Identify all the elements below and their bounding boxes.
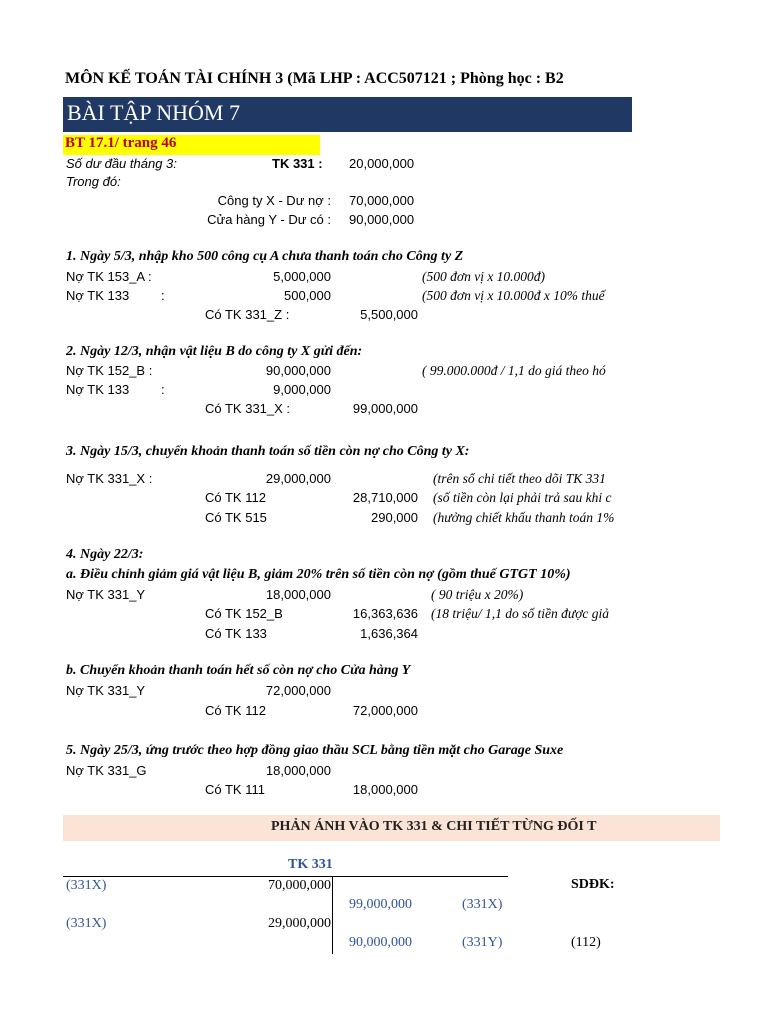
t4a-debit-1: Nợ TK 331_Y — [66, 587, 146, 602]
taccount-r3-ref: (331X) — [66, 916, 107, 931]
opening-account: TK 331 : — [272, 156, 323, 171]
group-banner — [63, 97, 632, 132]
t1-debit-2: Nợ TK 133 — [66, 288, 130, 303]
t1-debit-2-amount: 500,000 — [284, 288, 331, 303]
taccount-r1-ref: (331X) — [66, 878, 107, 893]
section-title: PHẢN ÁNH VÀO TK 331 & CHI TIẾT TỪNG ĐỐI T — [271, 819, 597, 834]
taccount-title: TK 331 — [288, 857, 333, 872]
t1-heading: 1. Ngày 5/3, nhập kho 500 công cụ A chưa thanh toán cho Công ty Z — [66, 249, 464, 264]
t4a-debit-1-note: ( 90 triệu x 20%) — [431, 587, 524, 602]
t1-debit-2-note: (500 đơn vị x 10.000đ x 10% thuế — [422, 288, 605, 303]
taccount-r3-amount: 29,000,000 — [268, 916, 331, 931]
t3-credit-2-amount: 290,000 — [371, 510, 418, 525]
t1-debit-2-colon: : — [161, 288, 165, 303]
t4a-credit-1: Có TK 152_B — [205, 606, 283, 621]
t4a-credit-1-amount: 16,363,636 — [352, 606, 418, 621]
t4b-credit-1-amount: 72,000,000 — [352, 703, 418, 718]
t4a-credit-2: Có TK 133 — [205, 626, 267, 641]
t2-debit-2-amount: 9,000,000 — [273, 382, 331, 397]
t5-credit-1: Có TK 111 — [205, 782, 265, 797]
t3-credit-1: Có TK 112 — [205, 490, 266, 505]
t2-debit-1-note: ( 99.000.000đ / 1,1 do giá theo hó — [422, 363, 606, 378]
t3-credit-2: Có TK 515 — [205, 510, 267, 525]
t1-debit-1: Nợ TK 153_A : — [66, 269, 152, 284]
t2-debit-2-colon: : — [161, 382, 165, 397]
t2-credit-1: Có TK 331_X : — [205, 401, 291, 416]
t4b-heading: b. Chuyển khoản thanh toán hết số còn nợ cho Cửa hàng Y — [66, 663, 411, 678]
company-x-amount: 70,000,000 — [349, 193, 415, 208]
t4a-heading: a. Điều chỉnh giảm giá vật liệu B, giảm 20% trên số tiền còn nợ (gồm thuế GTGT 10%) — [66, 567, 571, 582]
t5-debit-1-amount: 18,000,000 — [265, 763, 331, 778]
t3-debit-1-amount: 29,000,000 — [265, 471, 331, 486]
taccount-r1-amount: 70,000,000 — [268, 878, 331, 893]
taccount-r4-ref: (331Y) — [462, 935, 503, 950]
section-band — [63, 815, 720, 841]
exercise-text: BT 17.1/ trang 46 — [65, 135, 177, 151]
t4b-debit-1-amount: 72,000,000 — [265, 683, 331, 698]
t3-debit-1-note: (trên sổ chi tiết theo dõi TK 331 — [433, 471, 606, 486]
t2-credit-1-amount: 99,000,000 — [352, 401, 418, 416]
t4a-credit-1-note: (18 triệu/ 1,1 do số tiền được giả — [431, 606, 610, 621]
t1-debit-1-amount: 5,000,000 — [273, 269, 331, 284]
taccount-r2-amount: 99,000,000 — [349, 897, 412, 912]
t4a-debit-1-amount: 18,000,000 — [265, 587, 331, 602]
t4b-debit-1: Nợ TK 331_Y — [66, 683, 146, 698]
t5-heading: 5. Ngày 25/3, ứng trước theo hợp đồng giao thầu SCL bằng tiền mặt cho Garage Suxe — [66, 743, 564, 758]
store-y-label: Cửa hàng Y - Dư có : — [207, 212, 331, 227]
t1-debit-1-note: (500 đơn vị x 10.000đ) — [422, 269, 546, 284]
of-which-label: Trong đó: — [66, 174, 121, 189]
ref-112: (112) — [571, 935, 601, 950]
page-title: MÔN KẾ TOÁN TÀI CHÍNH 3 (Mã LHP : ACC507121 ; Phòng học : B2 — [65, 70, 564, 87]
t1-credit-1-amount: 5,500,000 — [360, 307, 418, 322]
t3-debit-1: Nợ TK 331_X : — [66, 471, 153, 486]
exercise-label — [63, 135, 320, 155]
t2-debit-2: Nợ TK 133 — [66, 382, 130, 397]
opening-amount: 20,000,000 — [349, 156, 415, 171]
opening-label: Số dư đầu tháng 3: — [66, 156, 177, 171]
t2-heading: 2. Ngày 12/3, nhận vật liệu B do công ty X gửi đến: — [66, 344, 363, 359]
t2-debit-1-amount: 90,000,000 — [265, 363, 331, 378]
t3-heading: 3. Ngày 15/3, chuyển khoản thanh toán số tiền còn nợ cho Công ty X: — [66, 444, 470, 459]
taccount-r2-ref: (331X) — [462, 897, 503, 912]
store-y-amount: 90,000,000 — [349, 212, 415, 227]
t1-credit-1: Có TK 331_Z : — [205, 307, 290, 322]
t5-debit-1: Nợ TK 331_G — [66, 763, 147, 778]
sddk-label: SDĐK: — [571, 877, 615, 892]
company-x-label: Công ty X - Dư nợ : — [217, 193, 331, 208]
t3-credit-2-note: (hưởng chiết khấu thanh toán 1% — [433, 510, 615, 525]
t5-credit-1-amount: 18,000,000 — [352, 782, 418, 797]
t4a-credit-2-amount: 1,636,364 — [360, 626, 418, 641]
t2-debit-1: Nợ TK 152_B : — [66, 363, 153, 378]
taccount-divider — [332, 876, 333, 954]
taccount-r4-amount: 90,000,000 — [349, 935, 412, 950]
taccount-top-rule — [63, 876, 508, 877]
t3-credit-1-amount: 28,710,000 — [352, 490, 418, 505]
t4-heading: 4. Ngày 22/3: — [66, 547, 144, 562]
banner-text: BÀI TẬP NHÓM 7 — [67, 100, 240, 125]
t4b-credit-1: Có TK 112 — [205, 703, 266, 718]
t3-credit-1-note: (số tiền còn lại phải trả sau khi c — [433, 490, 612, 505]
